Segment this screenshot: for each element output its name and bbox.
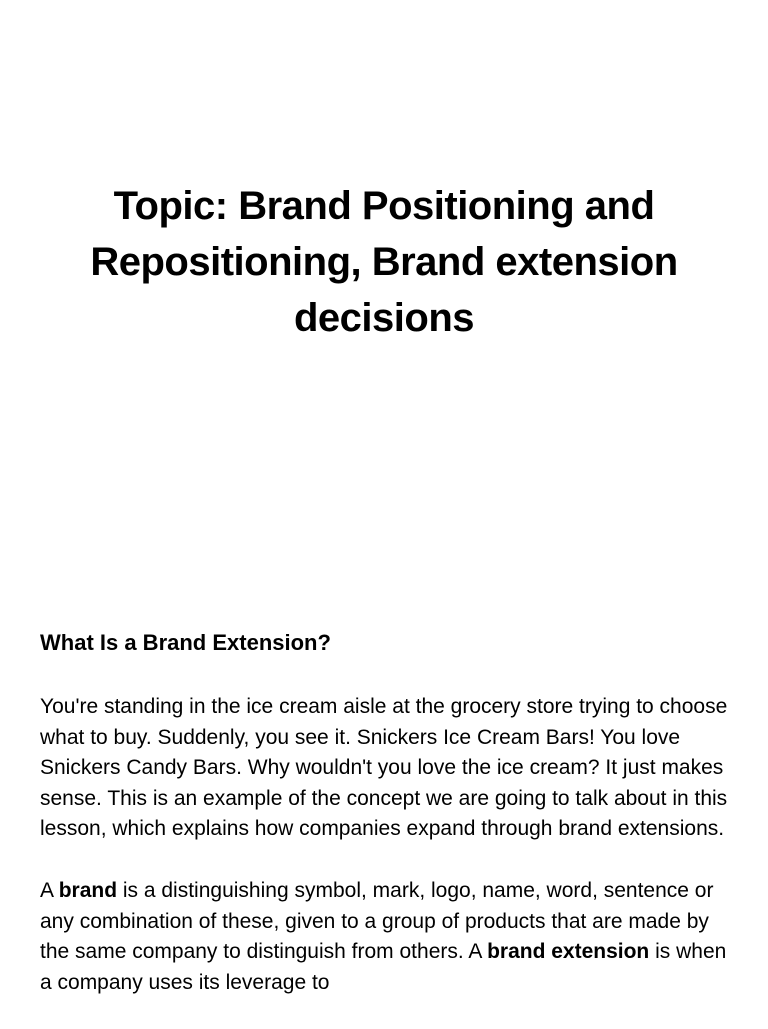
term-brand: brand: [58, 878, 118, 902]
paragraph-text: A: [40, 878, 59, 902]
paragraph-text: is a distinguishing symbol, mark, logo, name, word, sentence or any combination of these, given to a group of products that are made by the same company to distinguish from others. A: [40, 878, 714, 964]
paragraph-text: is when a company uses its leverage to: [40, 940, 727, 994]
term-brand-extension: brand extension: [487, 940, 650, 964]
section-heading: What Is a Brand Extension?: [40, 630, 331, 655]
paragraph-intro: You're standing in the ice cream aisle at the grocery store trying to choose what to buy. Suddenly, you see it. Snickers Ice Cream Bars! You love Snickers Candy Bars. Why wouldn't you love the ice cream? It just makes sense. This is an example of the concept we are going to talk about in this lesson, which explains how companies expand through brand extensions.: [40, 695, 728, 841]
content-body: [40, 628, 740, 1029]
paragraph-definition: [40, 876, 740, 998]
slide-title: Topic: Brand Positioning and Repositioning, Brand extension decisions: [90, 184, 678, 340]
